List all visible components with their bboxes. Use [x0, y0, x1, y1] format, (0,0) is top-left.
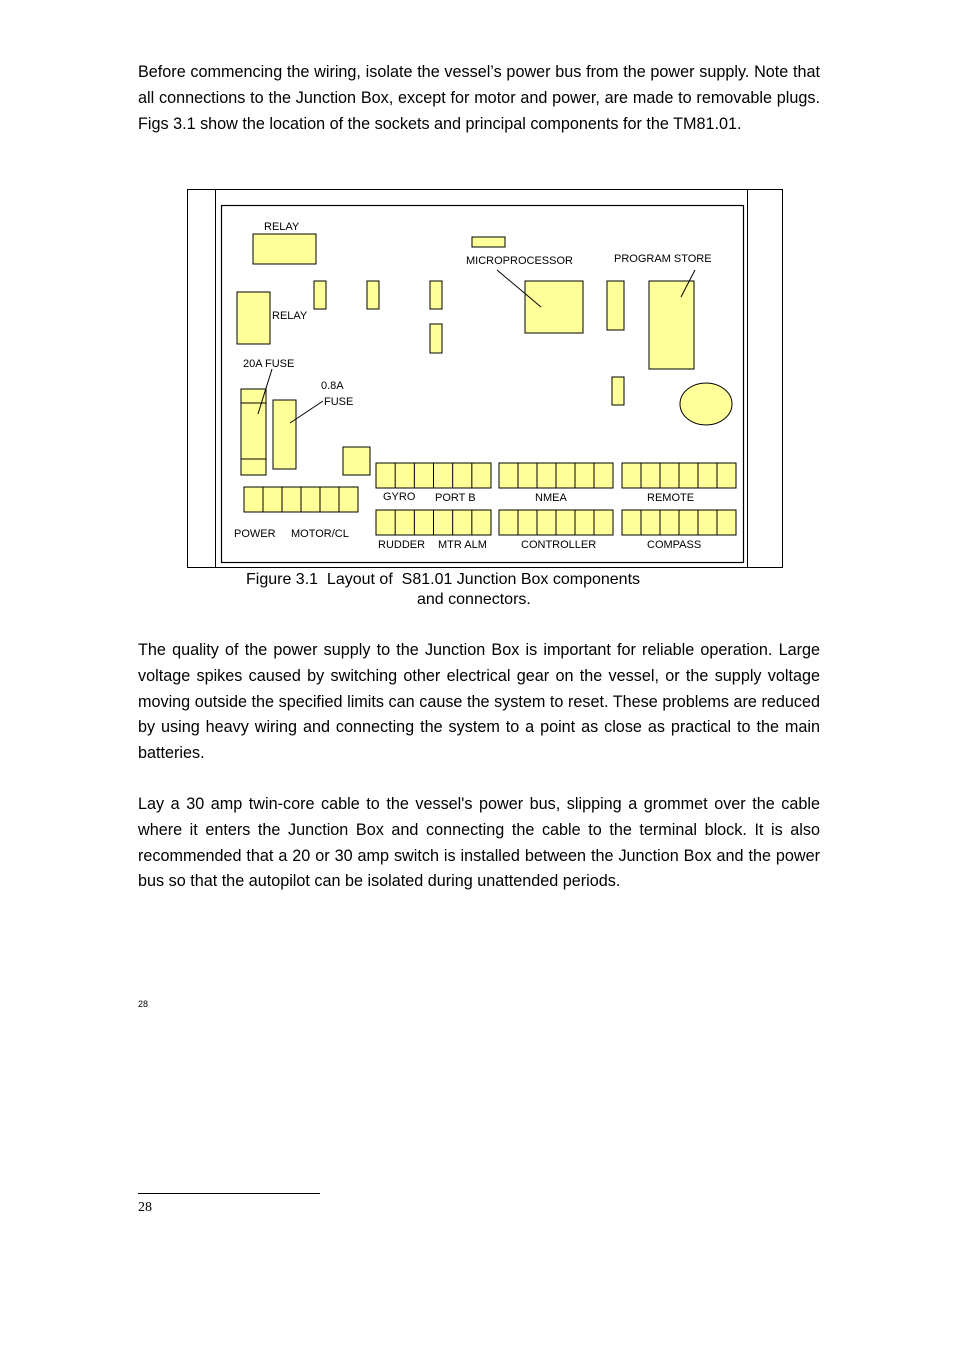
page-number-small: 28: [138, 999, 149, 1009]
component-small-4: [430, 324, 442, 353]
label-program-store: PROGRAM STORE: [614, 253, 712, 265]
label-power: POWER: [234, 528, 276, 540]
label-controller: CONTROLLER: [521, 539, 597, 551]
component-small-1: [314, 281, 326, 309]
relay-top: [253, 234, 316, 264]
capacitor-round: [680, 383, 732, 425]
footnote-number: 28: [138, 1200, 152, 1215]
label-remote: REMOTE: [647, 492, 695, 504]
label-mtr-alm: MTR ALM: [438, 539, 487, 551]
microprocessor-chip: [525, 281, 583, 333]
fuse-08a: [273, 400, 296, 469]
intro-paragraph: Before commencing the wiring, isolate the vessel’s power bus from the power supply. Note that all connections to the Junction Box, except for motor and power, are made to removable plugs. Figs 3.1 show the location of the sockets and principal components for the TM81.01.: [138, 63, 820, 133]
label-relay-left: RELAY: [272, 310, 308, 322]
label-microprocessor: MICROPROCESSOR: [466, 255, 573, 267]
cable-paragraph: Lay a 30 amp twin-core cable to the vessel's power bus, slipping a grommet over the cable where it enters the Junction Box and connecting the cable to the terminal block. It is also recommended that a 20 or 30 amp switch is installed between the Junction Box and the power bus so that the autopilot can be isolated during unattended periods.: [138, 795, 820, 891]
relay-left: [237, 292, 270, 344]
figure-caption-line2: and connectors.: [417, 591, 531, 608]
component-small-2: [367, 281, 379, 309]
label-nmea: NMEA: [535, 492, 567, 504]
label-08a-fuse: FUSE: [324, 396, 354, 408]
component-small-5: [607, 281, 624, 330]
label-rudder: RUDDER: [378, 539, 426, 551]
label-20a-fuse: 20A FUSE: [243, 358, 295, 370]
label-motor-cl: MOTOR/CL: [291, 528, 349, 540]
label-compass: COMPASS: [647, 539, 702, 551]
label-relay-top: RELAY: [264, 221, 300, 233]
footnote-rule: [138, 1193, 320, 1194]
label-gyro: GYRO: [383, 491, 416, 503]
component-small-6: [612, 377, 624, 405]
power-quality-paragraph: The quality of the power supply to the Junction Box is important for reliable operation. Large voltage spikes caused by switching other electrical gear on the vessel, or the supply voltage moving outside the specified limits can cause the system to reset. These problems are reduced by using heavy wiring and connecting the system to a point as close as practical to the main batteries.: [138, 641, 820, 763]
label-08a: 0.8A: [321, 380, 344, 392]
component-square: [343, 447, 370, 475]
program-store-chip: [649, 281, 694, 369]
junction-box-diagram: [0, 0, 954, 620]
figure-caption: Figure 3.1 Layout of S81.01 Junction Box components: [246, 571, 641, 588]
label-port-b: PORT B: [435, 492, 476, 504]
component-small-3: [430, 281, 442, 309]
component-crystal: [472, 237, 505, 247]
